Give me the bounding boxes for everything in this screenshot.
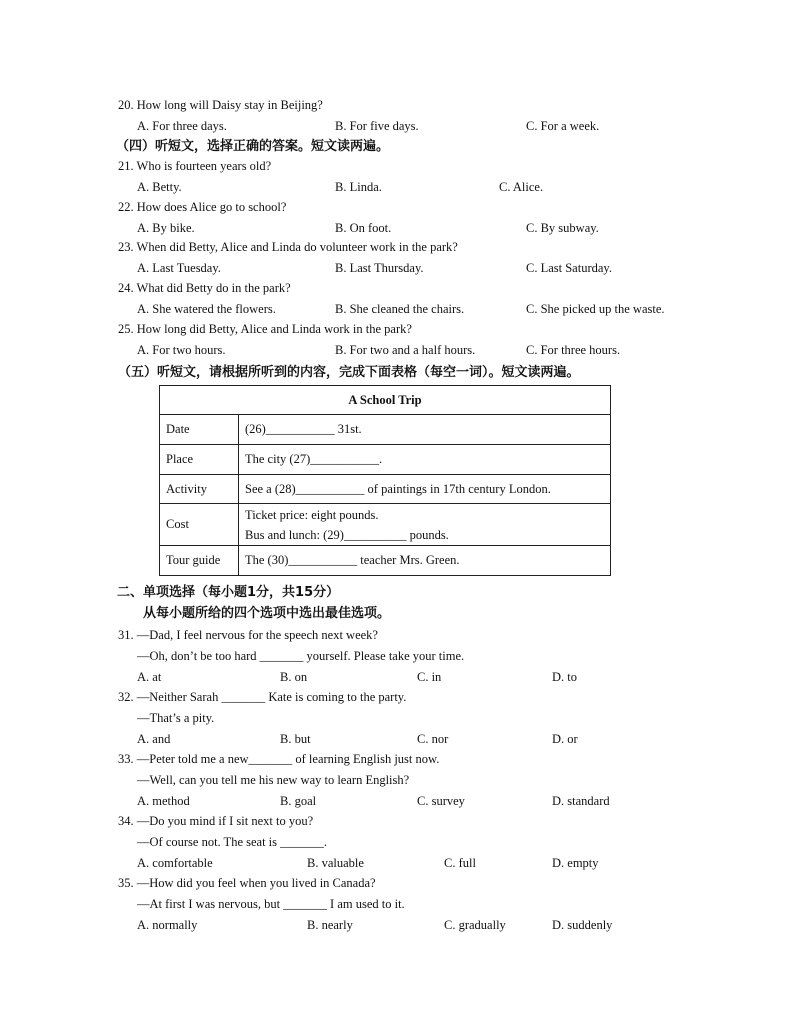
q22-option-a: A. By bike.	[137, 221, 195, 235]
section-4-heading: （四）听短文，选择正确的答案。短文读两遍。	[116, 139, 390, 154]
q20-option-a: A. For three days.	[137, 119, 227, 133]
q32-option-b: B. but	[280, 732, 311, 746]
q31-option-c: C. in	[417, 670, 442, 684]
q21-option-b: B. Linda.	[335, 180, 382, 194]
question-35-line-1: 35. —How did you feel when you lived in Canada?	[118, 876, 376, 890]
q31-option-b: B. on	[280, 670, 308, 684]
row-label-date: Date	[160, 415, 239, 445]
q34-option-d: D. empty	[552, 856, 599, 870]
q23-option-a: A. Last Tuesday.	[137, 261, 221, 275]
question-31-line-1: 31. —Dad, I feel nervous for the speech next week?	[118, 628, 378, 642]
q35-option-c: C. gradually	[444, 918, 506, 932]
question-33-line-1: 33. —Peter told me a new_______ of learning English just now.	[118, 752, 440, 766]
row-content-tour-guide: The (30)___________ teacher Mrs. Green.	[239, 546, 611, 576]
row-label-tour-guide: Tour guide	[160, 546, 239, 576]
question-21-stem: 21. Who is fourteen years old?	[118, 159, 272, 173]
q25-option-c: C. For three hours.	[526, 343, 621, 357]
q22-option-c: C. By subway.	[526, 221, 599, 235]
q33-option-b: B. goal	[280, 794, 317, 808]
q33-option-c: C. survey	[417, 794, 465, 808]
question-22-stem: 22. How does Alice go to school?	[118, 200, 287, 214]
school-trip-table	[159, 385, 611, 576]
question-35-line-2: —At first I was nervous, but _______ I am used to it.	[137, 897, 405, 911]
q31-option-a: A. at	[137, 670, 162, 684]
question-32-line-1: 32. —Neither Sarah _______ Kate is coming to the party.	[118, 690, 407, 704]
cost-line-1: Ticket price: eight pounds.	[245, 507, 379, 522]
row-label-activity: Activity	[160, 475, 239, 504]
q34-option-c: C. full	[444, 856, 476, 870]
q32-option-a: A. and	[137, 732, 171, 746]
q32-option-d: D. or	[552, 732, 578, 746]
question-32-line-2: —That’s a pity.	[137, 711, 215, 725]
q22-option-b: B. On foot.	[335, 221, 392, 235]
row-label-cost: Cost	[160, 504, 239, 546]
q20-option-b: B. For five days.	[335, 119, 419, 133]
q35-option-b: B. nearly	[307, 918, 353, 932]
question-34-line-2: —Of course not. The seat is _______.	[137, 835, 328, 849]
question-24-stem: 24. What did Betty do in the park?	[118, 281, 291, 295]
q35-option-d: D. suddenly	[552, 918, 613, 932]
question-34-line-1: 34. —Do you mind if I sit next to you?	[118, 814, 314, 828]
q34-option-a: A. comfortable	[137, 856, 213, 870]
row-content-cost	[239, 504, 611, 546]
question-33-line-2: —Well, can you tell me his new way to learn English?	[137, 773, 410, 787]
row-content-date: (26)___________ 31st.	[239, 415, 611, 445]
q34-option-b: B. valuable	[307, 856, 364, 870]
q31-option-d: D. to	[552, 670, 577, 684]
question-20-stem: 20. How long will Daisy stay in Beijing?	[118, 98, 323, 112]
q24-option-b: B. She cleaned the chairs.	[335, 302, 465, 316]
q23-option-b: B. Last Thursday.	[335, 261, 424, 275]
q25-option-b: B. For two and a half hours.	[335, 343, 476, 357]
question-25-stem: 25. How long did Betty, Alice and Linda work in the park?	[118, 322, 412, 336]
q24-option-a: A. She watered the flowers.	[137, 302, 276, 316]
q33-option-a: A. method	[137, 794, 190, 808]
cost-line-2: Bus and lunch: (29)__________ pounds.	[245, 527, 449, 542]
q25-option-a: A. For two hours.	[137, 343, 226, 357]
q23-option-c: C. Last Saturday.	[526, 261, 612, 275]
q35-option-a: A. normally	[137, 918, 198, 932]
row-content-activity: See a (28)___________ of paintings in 17th century London.	[239, 475, 611, 504]
q32-option-c: C. nor	[417, 732, 449, 746]
q20-option-c: C. For a week.	[526, 119, 600, 133]
part-2-instruction: 从每小题所给的四个选项中选出最佳选项。	[143, 606, 391, 621]
row-label-place: Place	[160, 445, 239, 475]
question-23-stem: 23. When did Betty, Alice and Linda do volunteer work in the park?	[118, 240, 458, 254]
row-content-place: The city (27)___________.	[239, 445, 611, 475]
section-5-heading: （五）听短文，请根据所听到的内容，完成下面表格（每空一词）。短文读两遍。	[118, 365, 580, 380]
part-2-heading: 二、单项选择（每小题1分，共15分）	[117, 585, 340, 600]
question-31-line-2: —Oh, don’t be too hard _______ yourself. Please take your time.	[137, 649, 465, 663]
q21-option-c: C. Alice.	[499, 180, 544, 194]
q21-option-a: A. Betty.	[137, 180, 182, 194]
table-title: A School Trip	[160, 386, 611, 415]
q24-option-c: C. She picked up the waste.	[526, 302, 665, 316]
q33-option-d: D. standard	[552, 794, 610, 808]
